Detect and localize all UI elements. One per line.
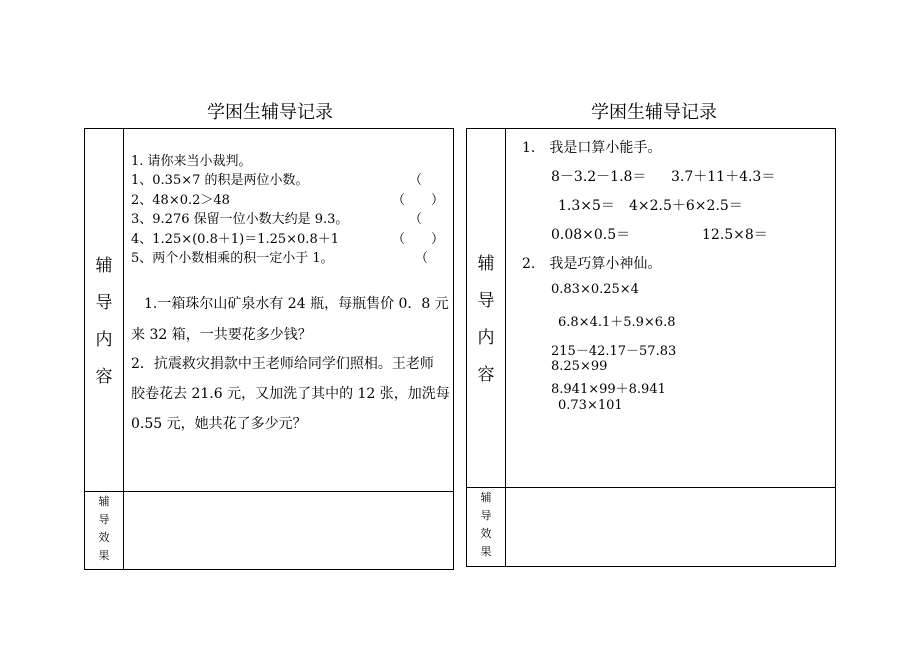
right-title: 学困生辅导记录 bbox=[591, 102, 717, 123]
left-effect-label bbox=[84, 493, 124, 565]
clever-math-expr-2: 6.8×4.1＋5.9×6.8 bbox=[558, 315, 676, 330]
clever-math-heading: 2. 我是巧算小神仙。 bbox=[522, 256, 662, 272]
label-char: 容 bbox=[477, 365, 495, 385]
judge-heading: 1. 请你来当小裁判。 bbox=[131, 154, 252, 169]
left-table-row-divider bbox=[84, 491, 454, 492]
left-content-cell bbox=[124, 129, 453, 491]
label-char: 辅 bbox=[480, 491, 492, 504]
judge-bracket-2: （ ） bbox=[392, 193, 445, 208]
word-problem-2-line-2: 胶卷花去 21.6 元，又加洗了其中的 12 张，加洗每 bbox=[131, 386, 450, 402]
judge-item-3: 3、9.276 保留一位小数大约是 9.3。 bbox=[131, 212, 349, 227]
clever-math-expr-5: 8.941×99＋8.941 bbox=[551, 382, 666, 397]
right-content-cell bbox=[506, 129, 835, 487]
clever-math-expr-6: 0.73×101 bbox=[558, 398, 623, 413]
clever-math-expr-3: 215－42.17－57.83 bbox=[551, 344, 677, 359]
label-char: 辅 bbox=[95, 256, 113, 276]
label-char: 内 bbox=[477, 328, 495, 348]
mental-math-3a: 0.08×0.5＝ bbox=[551, 227, 631, 243]
judge-bracket-1: （ bbox=[409, 173, 423, 188]
clever-math-expr-1: 0.83×0.25×4 bbox=[551, 282, 639, 297]
judge-item-4: 4、1.25×(0.8＋1)＝1.25×0.8＋1 bbox=[131, 232, 339, 247]
mental-math-2b: 4×2.5＋6×2.5＝ bbox=[629, 198, 743, 214]
right-table-right-border bbox=[835, 128, 836, 567]
judge-item-1: 1、0.35×7 的积是两位小数。 bbox=[131, 173, 309, 188]
judge-bracket-4: （ ） bbox=[392, 232, 445, 247]
label-char: 效 bbox=[98, 531, 110, 544]
label-char: 导 bbox=[480, 509, 492, 522]
right-table-bottom-border bbox=[466, 566, 836, 567]
label-char: 效 bbox=[480, 527, 492, 540]
label-char: 导 bbox=[95, 293, 113, 313]
left-title: 学困生辅导记录 bbox=[207, 102, 333, 123]
left-table-bottom-border bbox=[84, 569, 454, 570]
mental-math-3b: 12.5×8＝ bbox=[702, 227, 768, 243]
clever-math-expr-4: 8.25×99 bbox=[551, 359, 608, 374]
word-problem-1-line-2: 来 32 箱，一共要花多少钱？ bbox=[131, 327, 312, 343]
mental-math-1b: 3.7＋11＋4.3＝ bbox=[671, 169, 776, 185]
label-char: 内 bbox=[95, 330, 113, 350]
right-content-label bbox=[466, 246, 506, 394]
label-char: 辅 bbox=[477, 254, 495, 274]
judge-item-5: 5、两个小数相乘的积一定小于 1。 bbox=[131, 251, 334, 266]
label-char: 导 bbox=[98, 513, 110, 526]
word-problem-2-line-3: 0.55 元，她共花了多少元？ bbox=[131, 416, 307, 432]
label-char: 果 bbox=[98, 549, 110, 562]
mental-math-2a: 1.3×5＝ bbox=[558, 198, 615, 214]
left-table-right-border bbox=[453, 128, 454, 570]
right-effect-label bbox=[466, 489, 506, 561]
right-table-row-divider bbox=[466, 487, 836, 488]
word-problem-2-line-1: 2．抗震救灾捐款中王老师给同学们照相。王老师 bbox=[131, 356, 434, 372]
label-char: 辅 bbox=[98, 495, 110, 508]
left-content-label bbox=[84, 248, 124, 396]
word-problem-1-line-1: 1.一箱珠尔山矿泉水有 24 瓶，每瓶售价 0．8 元 bbox=[144, 296, 449, 312]
label-char: 果 bbox=[480, 545, 492, 558]
judge-bracket-5: （ bbox=[415, 251, 429, 266]
label-char: 导 bbox=[477, 291, 495, 311]
mental-math-1a: 8－3.2－1.8＝ bbox=[551, 169, 647, 185]
judge-item-2: 2、48×0.2＞48 bbox=[131, 193, 230, 208]
label-char: 容 bbox=[95, 367, 113, 387]
judge-bracket-3: （ bbox=[409, 212, 423, 227]
mental-math-heading: 1. 我是口算小能手。 bbox=[522, 140, 662, 156]
